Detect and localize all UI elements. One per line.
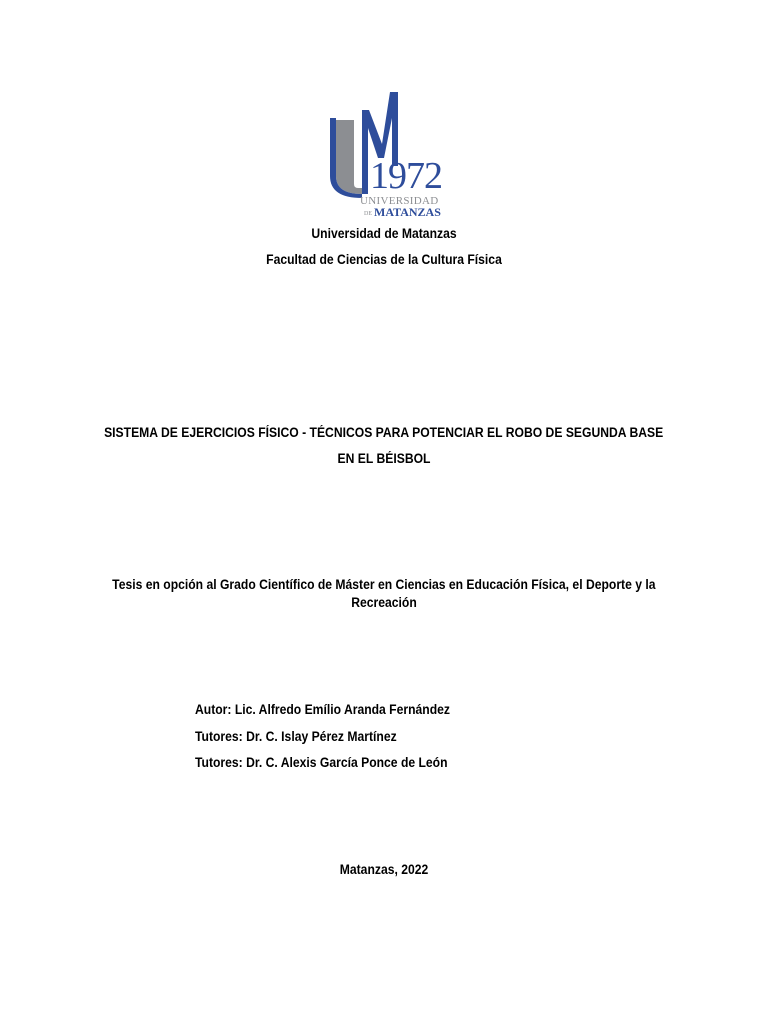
faculty-name: Facultad de Ciencias de la Cultura Física xyxy=(266,252,502,267)
degree-statement-line1 xyxy=(60,577,708,593)
university-name: Universidad de Matanzas xyxy=(311,226,457,241)
tutor-line-2: Tutores: Dr. C. Alexis García Ponce de León xyxy=(195,755,448,770)
thesis-title-line1 xyxy=(60,425,708,441)
logo-gray-shape xyxy=(336,120,362,194)
logo-text-matanzas: MATANZAS xyxy=(374,205,441,219)
logo-text-de: DE xyxy=(364,211,372,217)
place-date: Matanzas, 2022 xyxy=(339,862,429,877)
thesis-title-line2: EN EL BÉISBOL xyxy=(337,451,431,466)
logo-text-universidad: UNIVERSIDAD xyxy=(360,195,439,207)
university-logo xyxy=(322,88,468,220)
degree-statement-line1-text: Tesis en opción al Grado Científico de Máster en Ciencias en Educación Física, el Deporte y la xyxy=(112,577,656,592)
logo-year: 1972 xyxy=(370,155,442,197)
degree-statement-line2: Recreación xyxy=(351,595,417,610)
thesis-title-line1-text: SISTEMA DE EJERCICIOS FÍSICO - TÉCNICOS PARA POTENCIAR EL ROBO DE SEGUNDA BASE xyxy=(104,425,664,440)
tutor-line-1: Tutores: Dr. C. Islay Pérez Martínez xyxy=(195,729,397,744)
author-line: Autor: Lic. Alfredo Emílio Aranda Fernández xyxy=(195,702,450,717)
